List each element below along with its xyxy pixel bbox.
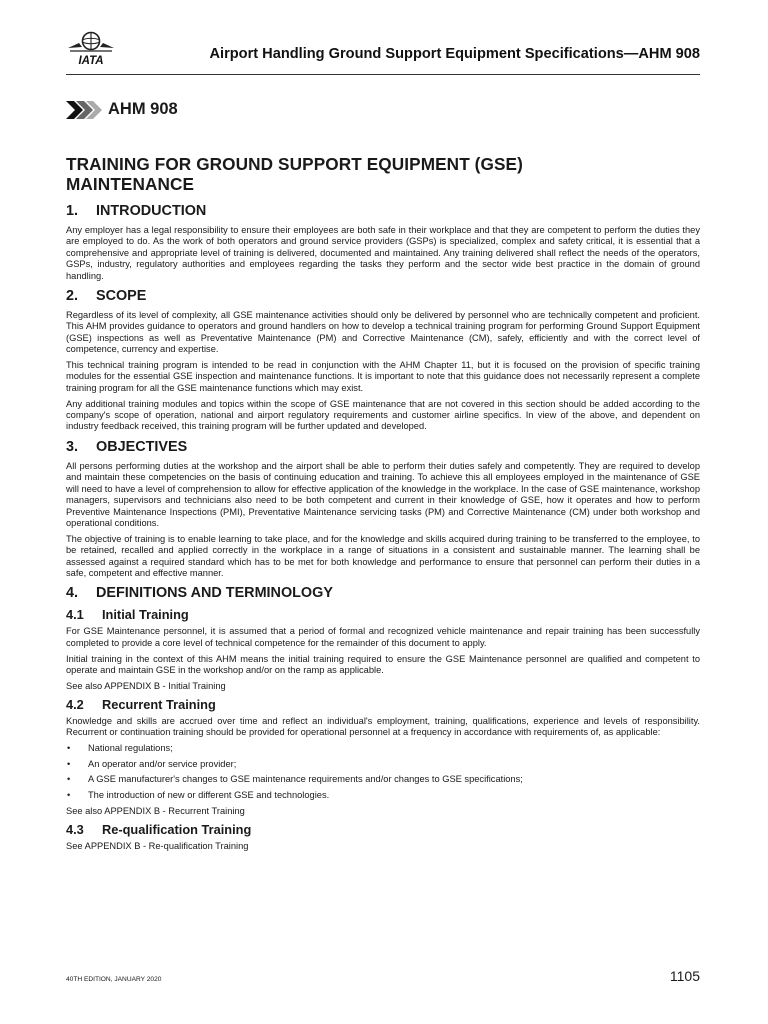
subsection-title: Recurrent Training <box>102 696 216 712</box>
footer-edition: 40TH EDITION, JANUARY 2020 <box>66 976 162 983</box>
list-item <box>66 759 700 770</box>
document-title <box>66 154 700 194</box>
section-introduction-heading <box>66 203 700 220</box>
list-item-text: An operator and/or service provider; <box>88 758 237 769</box>
section-number: 2. <box>66 288 79 305</box>
bullet-icon: • <box>67 774 71 785</box>
section-title: OBJECTIVES <box>96 438 188 455</box>
paragraph: This technical training program is intended to be read in conjunction with the AHM Chapter 11, but it is focused on the provision of specific training modules for the essential GSE inspection and maintenance functions. It is important to note that this guidance does not necessarily represent a complete training program for all the GSE maintenance functions which may exist. <box>66 360 700 393</box>
section-objectives-heading <box>66 439 700 456</box>
section-number: 1. <box>66 203 79 219</box>
list-item-text: A GSE manufacturer's changes to GSE maintenance requirements and/or changes to GSE specifications; <box>88 774 523 785</box>
list-item <box>66 774 700 785</box>
section-title: SCOPE <box>96 288 147 305</box>
paragraph: Any employer has a legal responsibility to ensure their employees are both safe in their workplace and that they are competent to perform the duties they are employed to do. As the work of both operators and ground service providers (GSPs) is specialized, complex and safety critical, it is essential that a comprehensive and appropriate level of training is delivered, documented and maintained. Any training delivered shall reflect the needs of the operators, GSPs, industry, regulatory authorities and employees regarding the tasks they perform and the sector wide best practice in the domain of ground handling. <box>66 225 700 281</box>
subsection-title: Initial Training <box>102 607 189 623</box>
section-number: 3. <box>66 438 79 455</box>
iata-logo-text: IATA <box>78 55 104 67</box>
section-title: DEFINITIONS AND TERMINOLOGY <box>96 585 333 602</box>
page-number: 1105 <box>669 968 700 984</box>
document-title-line-2: MAINTENANCE <box>66 174 195 194</box>
ahm-label: AHM 908 <box>108 100 178 118</box>
section-definitions-heading <box>66 585 700 602</box>
document-body <box>66 154 700 857</box>
paragraph: Knowledge and skills are accrued over time and reflect an individual's employment, training, qualifications, experience and levels of responsibility. Recurrent or continuation training should be provided for operational personnel at a frequency in accordance with requirements of, as applicable: <box>66 715 700 737</box>
bullet-list <box>66 743 700 802</box>
subsection-title: Re-qualification Training <box>102 821 252 837</box>
paragraph: Initial training in the context of this AHM means the initial training required to ensure the GSE Maintenance personnel are qualified and competent to operate and maintain GSE in the workshop and/or on the ramp as applicable. <box>66 653 700 675</box>
bullet-icon: • <box>67 742 71 753</box>
paragraph: Regardless of its level of complexity, all GSE maintenance activities should only be delivered by personnel who are technically competent and proficient. This AHM provides guidance to operators and ground handlers on how to develop a technical training program for performing Ground Support Equipment (GSE) inspections as well as Preventative Maintenance (PM) and Corrective Maintenance (CM), safely, efficiently and with the correct level of competence, currency and expertise. <box>66 310 700 355</box>
subsection-number: 4.1 <box>66 607 84 623</box>
paragraph: The objective of training is to enable learning to take place, and for the knowledge and skills acquired during training to be transferred to the employee, to be retained, recalled and applied correctly in the workplace in a range of situations in a consistent and sustainable manner. The learning shall be assessed against a required standard which has to be met for both knowledge and performance to ensure that personnel can perform their duties in a safe, competent and effective manner. <box>66 533 700 578</box>
subsection-recurrent-training-heading <box>66 697 700 712</box>
list-item-text: The introduction of new or different GSE and technologies. <box>88 790 330 801</box>
section-number: 4. <box>66 585 79 602</box>
see-also-reference: See also APPENDIX B - Recurrent Training <box>66 805 245 816</box>
section-scope-heading <box>66 288 700 305</box>
document-title-line-1: TRAINING FOR GROUND SUPPORT EQUIPMENT (GSE) <box>66 154 523 174</box>
subsection-requalification-training-heading <box>66 822 700 837</box>
bullet-icon: • <box>67 758 71 769</box>
iata-logo <box>66 30 116 70</box>
paragraph: Any additional training modules and topics within the scope of GSE maintenance that are not covered in this section should be added according to the company's scope of operation, national and airport regulatory requirements and customer airline specifics. In view of the above, and dependent on industry feedback received, this training program will be further updated and developed. <box>66 398 700 432</box>
see-also-reference: See also APPENDIX B - Initial Training <box>66 680 226 691</box>
bullet-icon: • <box>67 790 71 801</box>
header-title: Airport Handling Ground Support Equipment Specifications—AHM 908 <box>209 46 700 62</box>
subsection-number: 4.2 <box>66 696 84 712</box>
list-item-text: National regulations; <box>88 742 173 753</box>
chevrons-icon <box>66 101 104 119</box>
subsection-initial-training-heading <box>66 607 700 622</box>
section-title: INTRODUCTION <box>96 203 207 219</box>
paragraph: For GSE Maintenance personnel, it is assumed that a period of formal and recognized vehicle maintenance and repair training has been successfully completed to provide a core level of technical competence for the remainder of this document to apply. <box>66 626 700 648</box>
list-item <box>66 743 700 754</box>
see-also-reference: See APPENDIX B - Re-qualification Training <box>66 840 249 851</box>
subsection-number: 4.3 <box>66 821 84 837</box>
paragraph: All persons performing duties at the workshop and the airport shall be able to perform their duties safely and competently. They are required to develop and maintain these competencies on the basis of continuing education and training. To achieve this all employees employed in the maintenance of GSE will need to have a level of comprehension to allow for effective application of the knowledge in the workplace. In the case of GSE maintenance, workshop managers, supervisors and technicians also need to be both competent and current in their knowledge of GSE, how it operates and how to perform Preventive Maintenance Inspections (PMI), Preventative Maintenance servicing tasks (PM) and Corrective Maintenance (CM) under both workshop and operational conditions. <box>66 460 700 528</box>
page-header <box>66 30 700 75</box>
list-item <box>66 790 700 801</box>
